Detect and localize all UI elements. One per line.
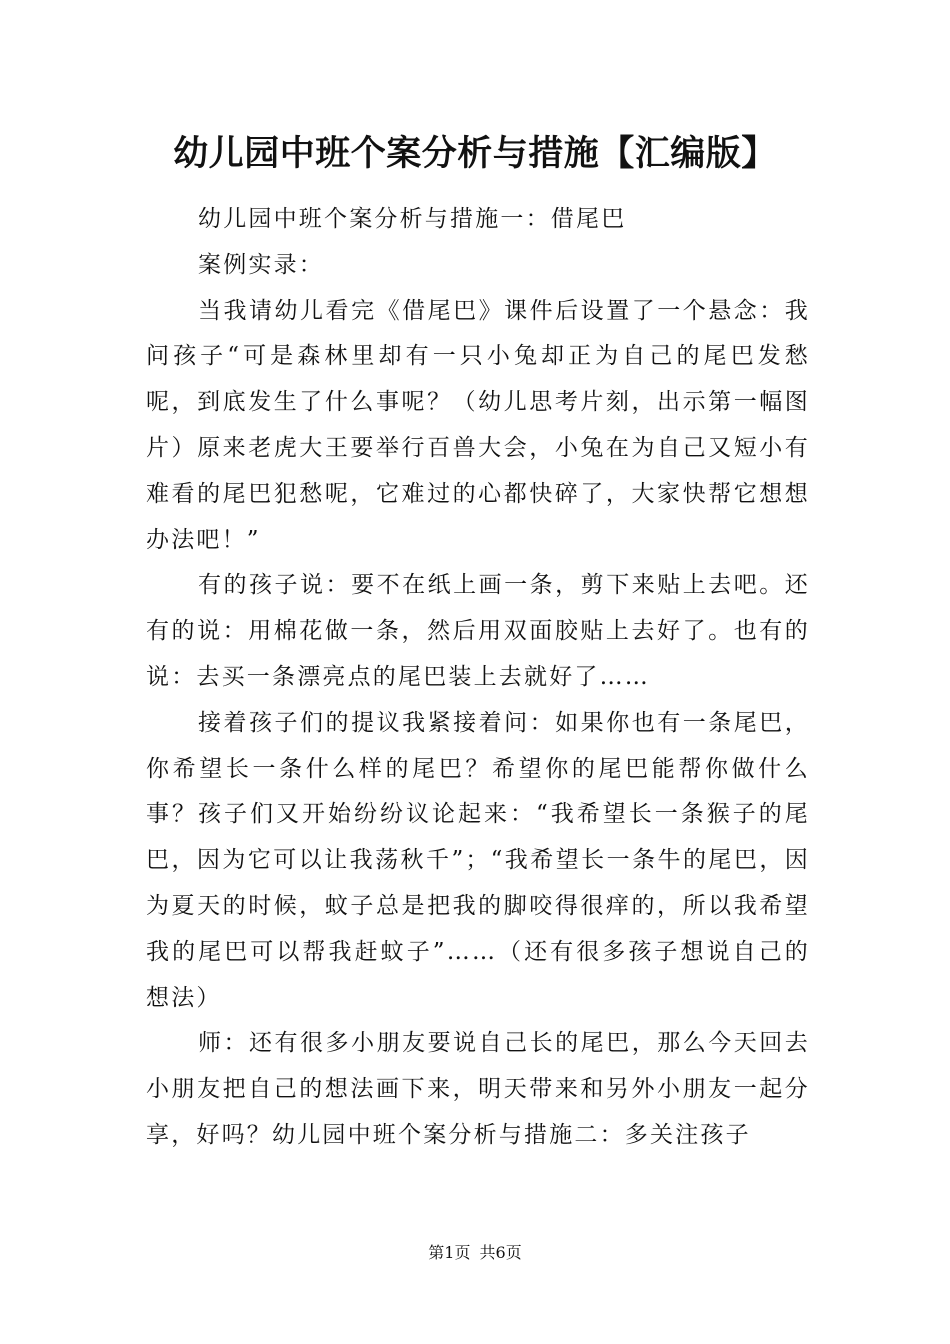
paragraph-case-label: 案例实录：: [198, 251, 324, 278]
paragraph-children-ideas: 有的孩子说：要不在纸上画一条，剪下来贴上去吧。还有的说：用棉花做一条，然后用双面胶贴上去好了。也有的说：去买一条漂亮点的尾巴装上去就好了……: [146, 572, 810, 690]
document-body: [146, 197, 810, 1159]
paragraph-section-heading: 幼儿园中班个案分析与措施一：借尾巴: [198, 206, 627, 232]
page-total: 共6页: [479, 1243, 522, 1262]
document-title: 幼儿园中班个案分析与措施【汇编版】: [173, 133, 777, 174]
page-number: 第1页: [428, 1243, 471, 1262]
page-footer: [0, 1242, 950, 1264]
paragraph-case-intro: 当我请幼儿看完《借尾巴》课件后设置了一个悬念：我问孩子“可是森林里却有一只小兔却正为自己的尾巴发愁呢，到底发生了什么事呢？（幼儿思考片刻，出示第一幅图片）原来老虎大王要举行百兽大会，小兔在为自己又短小有难看的尾巴犯愁呢，它难过的心都快碎了，大家快帮它想想办法吧！”: [146, 297, 810, 553]
paragraph-follow-up-question: 接着孩子们的提议我紧接着问：如果你也有一条尾巴，你希望长一条什么样的尾巴？希望你的尾巴能帮你做什么事？孩子们又开始纷纷议论起来：“我希望长一条猴子的尾巴，因为它可以让我荡秋千”；“我希望长一条牛的尾巴，因为夏天的时候，蚊子总是把我的脚咬得很痒的，所以我希望我的尾巴可以帮我赶蚊子”……（还有很多孩子想说自己的想法）: [146, 709, 810, 1011]
paragraph-teacher-closing: 师：还有很多小朋友要说自己长的尾巴，那么今天回去小朋友把自己的想法画下来，明天带来和另外小朋友一起分享，好吗？幼儿园中班个案分析与措施二：多关注孩子: [146, 1030, 810, 1148]
